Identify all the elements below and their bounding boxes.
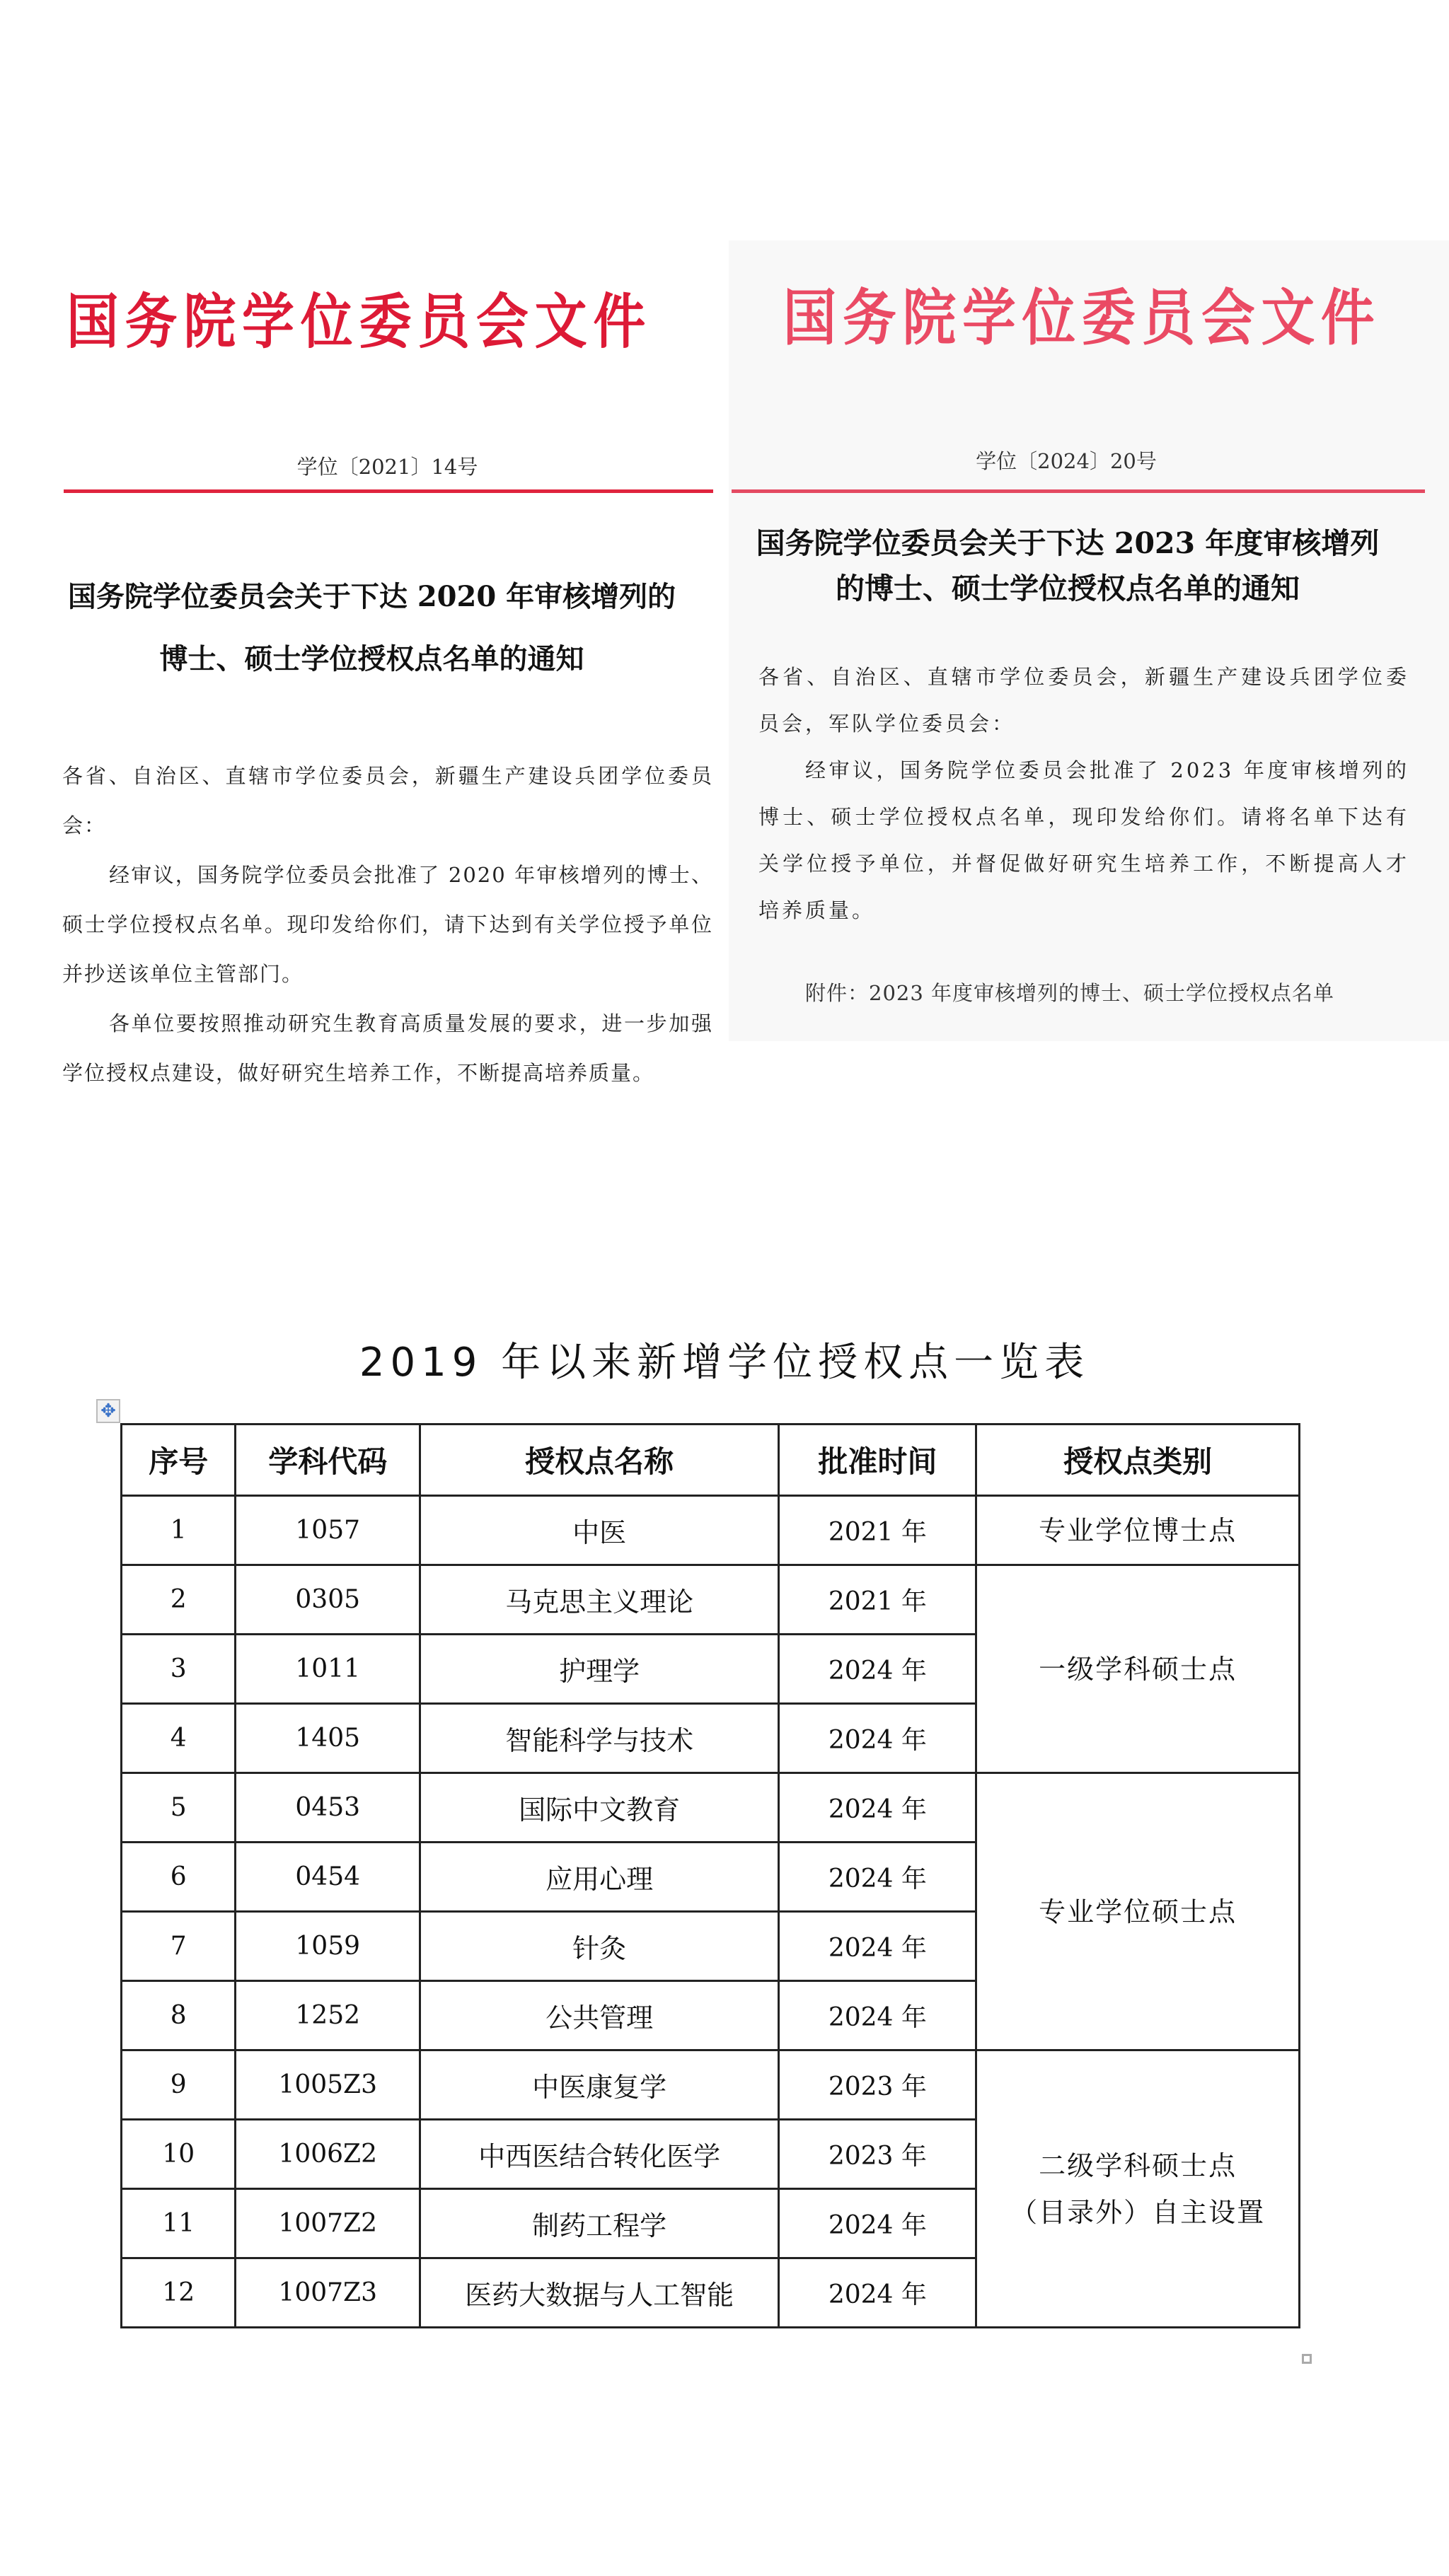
table-header-row: [122, 1425, 1300, 1496]
row-number-cell: 1: [122, 1496, 236, 1565]
addressee: 各省、自治区、直辖市学位委员会，新疆生产建设兵团学位委员会，军队学位委员会：: [758, 665, 1409, 736]
approval-year-cell: 2024 年: [779, 1773, 976, 1843]
program-name-cell: 马克思主义理论: [420, 1565, 779, 1635]
notice-title-line: 博士、硕士学位授权点名单的通知: [159, 642, 584, 675]
subject-code-cell: 1405: [236, 1704, 420, 1773]
notice-2024-document: [729, 240, 1449, 1041]
category-cell: [976, 2050, 1300, 2328]
subject-code-cell: 1011: [236, 1635, 420, 1704]
document-number: 学位〔2024〕20号: [976, 449, 1157, 473]
category-label-line: （目录外）自主设置: [1010, 2196, 1266, 2228]
table-row: [122, 1565, 1300, 1635]
document-number: 学位〔2021〕14号: [296, 455, 478, 479]
program-name-cell: 护理学: [420, 1635, 779, 1704]
approval-year-cell: 2023 年: [779, 2120, 976, 2189]
header-cell-name: 授权点名称: [420, 1425, 779, 1496]
attachment-line: 附件：2023 年度审核增列的博士、硕士学位授权点名单: [805, 981, 1335, 1005]
row-number-cell: 4: [122, 1704, 236, 1773]
subject-code-cell: 0453: [236, 1773, 420, 1843]
row-number-cell: 3: [122, 1635, 236, 1704]
program-name-cell: 医药大数据与人工智能: [420, 2258, 779, 2328]
notice-title-line: 国务院学位委员会关于下达 2023 年度审核增列: [756, 526, 1380, 560]
subject-code-cell: 1007Z2: [236, 2189, 420, 2258]
row-number-cell: 10: [122, 2120, 236, 2189]
subject-code-cell: 1007Z3: [236, 2258, 420, 2328]
approval-year-cell: 2024 年: [779, 1912, 976, 1981]
red-divider: [732, 489, 1425, 493]
program-name-cell: 应用心理: [420, 1843, 779, 1912]
body-paragraph: 各单位要按照推动研究生教育高质量发展的要求，进一步加强学位授权点建设，做好研究生培养工作，不断提高培养质量。: [62, 1011, 713, 1085]
header-cell-year: 批准时间: [779, 1425, 976, 1496]
approval-year-cell: 2024 年: [779, 2258, 976, 2328]
row-number-cell: 12: [122, 2258, 236, 2328]
row-number-cell: 2: [122, 1565, 236, 1635]
subject-code-cell: 1057: [236, 1496, 420, 1565]
subject-code-cell: 0305: [236, 1565, 420, 1635]
row-number-cell: 7: [122, 1912, 236, 1981]
document-header: 国务院学位委员会文件: [783, 283, 1381, 354]
subject-code-cell: 1252: [236, 1981, 420, 2050]
header-cell-category: 授权点类别: [976, 1425, 1300, 1496]
row-number-cell: 9: [122, 2050, 236, 2120]
degree-program-table: [120, 1423, 1300, 2328]
table-row: [122, 1496, 1300, 1565]
approval-year-cell: 2024 年: [779, 1704, 976, 1773]
red-divider: [64, 489, 713, 493]
notice-title-line: 的博士、硕士学位授权点名单的通知: [836, 572, 1300, 605]
category-label-line: 二级学科硕士点: [1039, 2149, 1237, 2181]
table-body: [122, 1496, 1300, 2328]
approval-year-cell: 2024 年: [779, 1635, 976, 1704]
table-row: [122, 1773, 1300, 1843]
row-number-cell: 11: [122, 2189, 236, 2258]
program-name-cell: 中医: [420, 1496, 779, 1565]
program-name-cell: 制药工程学: [420, 2189, 779, 2258]
approval-year-cell: 2021 年: [779, 1565, 976, 1635]
notice-title: [708, 521, 1428, 611]
approval-year-cell: 2024 年: [779, 1843, 976, 1912]
notice-title-line: 国务院学位委员会关于下达 2020 年审核增列的: [67, 580, 676, 613]
approval-year-cell: 2023 年: [779, 2050, 976, 2120]
program-name-cell: 国际中文教育: [420, 1773, 779, 1843]
notice-title: [13, 566, 731, 690]
header-cell-no: 序号: [122, 1425, 236, 1496]
table-row: [122, 2050, 1300, 2120]
category-cell: 一级学科硕士点: [976, 1565, 1300, 1773]
notice-body: [62, 751, 713, 1098]
approval-year-cell: 2024 年: [779, 2189, 976, 2258]
subject-code-cell: 1006Z2: [236, 2120, 420, 2189]
header-cell-code: 学科代码: [236, 1425, 420, 1496]
category-cell: 专业学位硕士点: [976, 1773, 1300, 2050]
row-number-cell: 8: [122, 1981, 236, 2050]
program-name-cell: 中西医结合转化医学: [420, 2120, 779, 2189]
row-number-cell: 5: [122, 1773, 236, 1843]
row-number-cell: 6: [122, 1843, 236, 1912]
table-move-handle-icon[interactable]: ✥: [96, 1399, 120, 1423]
subject-code-cell: 1059: [236, 1912, 420, 1981]
document-header: 国务院学位委员会文件: [66, 287, 652, 356]
addressee: 各省、自治区、直辖市学位委员会，新疆生产建设兵团学位委员会：: [62, 764, 713, 837]
program-name-cell: 中医康复学: [420, 2050, 779, 2120]
program-name-cell: 智能科学与技术: [420, 1704, 779, 1773]
notice-body: [758, 654, 1409, 934]
approval-year-cell: 2024 年: [779, 1981, 976, 2050]
category-cell: 专业学位博士点: [976, 1496, 1300, 1565]
body-paragraph: 经审议，国务院学位委员会批准了 2023 年度审核增列的博士、硕士学位授权点名单，现印发给你们。请将名单下达有关学位授予单位，并督促做好研究生培养工作，不断提高人才培养质量。: [758, 758, 1409, 922]
subject-code-cell: 0454: [236, 1843, 420, 1912]
subject-code-cell: 1005Z3: [236, 2050, 420, 2120]
table-title: 2019 年以来新增学位授权点一览表: [359, 1340, 1090, 1386]
program-name-cell: 针灸: [420, 1912, 779, 1981]
notice-2021-document: [0, 240, 718, 1085]
table-resize-handle[interactable]: [1302, 2354, 1312, 2364]
program-name-cell: 公共管理: [420, 1981, 779, 2050]
approval-year-cell: 2021 年: [779, 1496, 976, 1565]
body-paragraph: 经审议，国务院学位委员会批准了 2020 年审核增列的博士、硕士学位授权点名单。现印发给你们，请下达到有关学位授予单位并抄送该单位主管部门。: [62, 863, 713, 986]
